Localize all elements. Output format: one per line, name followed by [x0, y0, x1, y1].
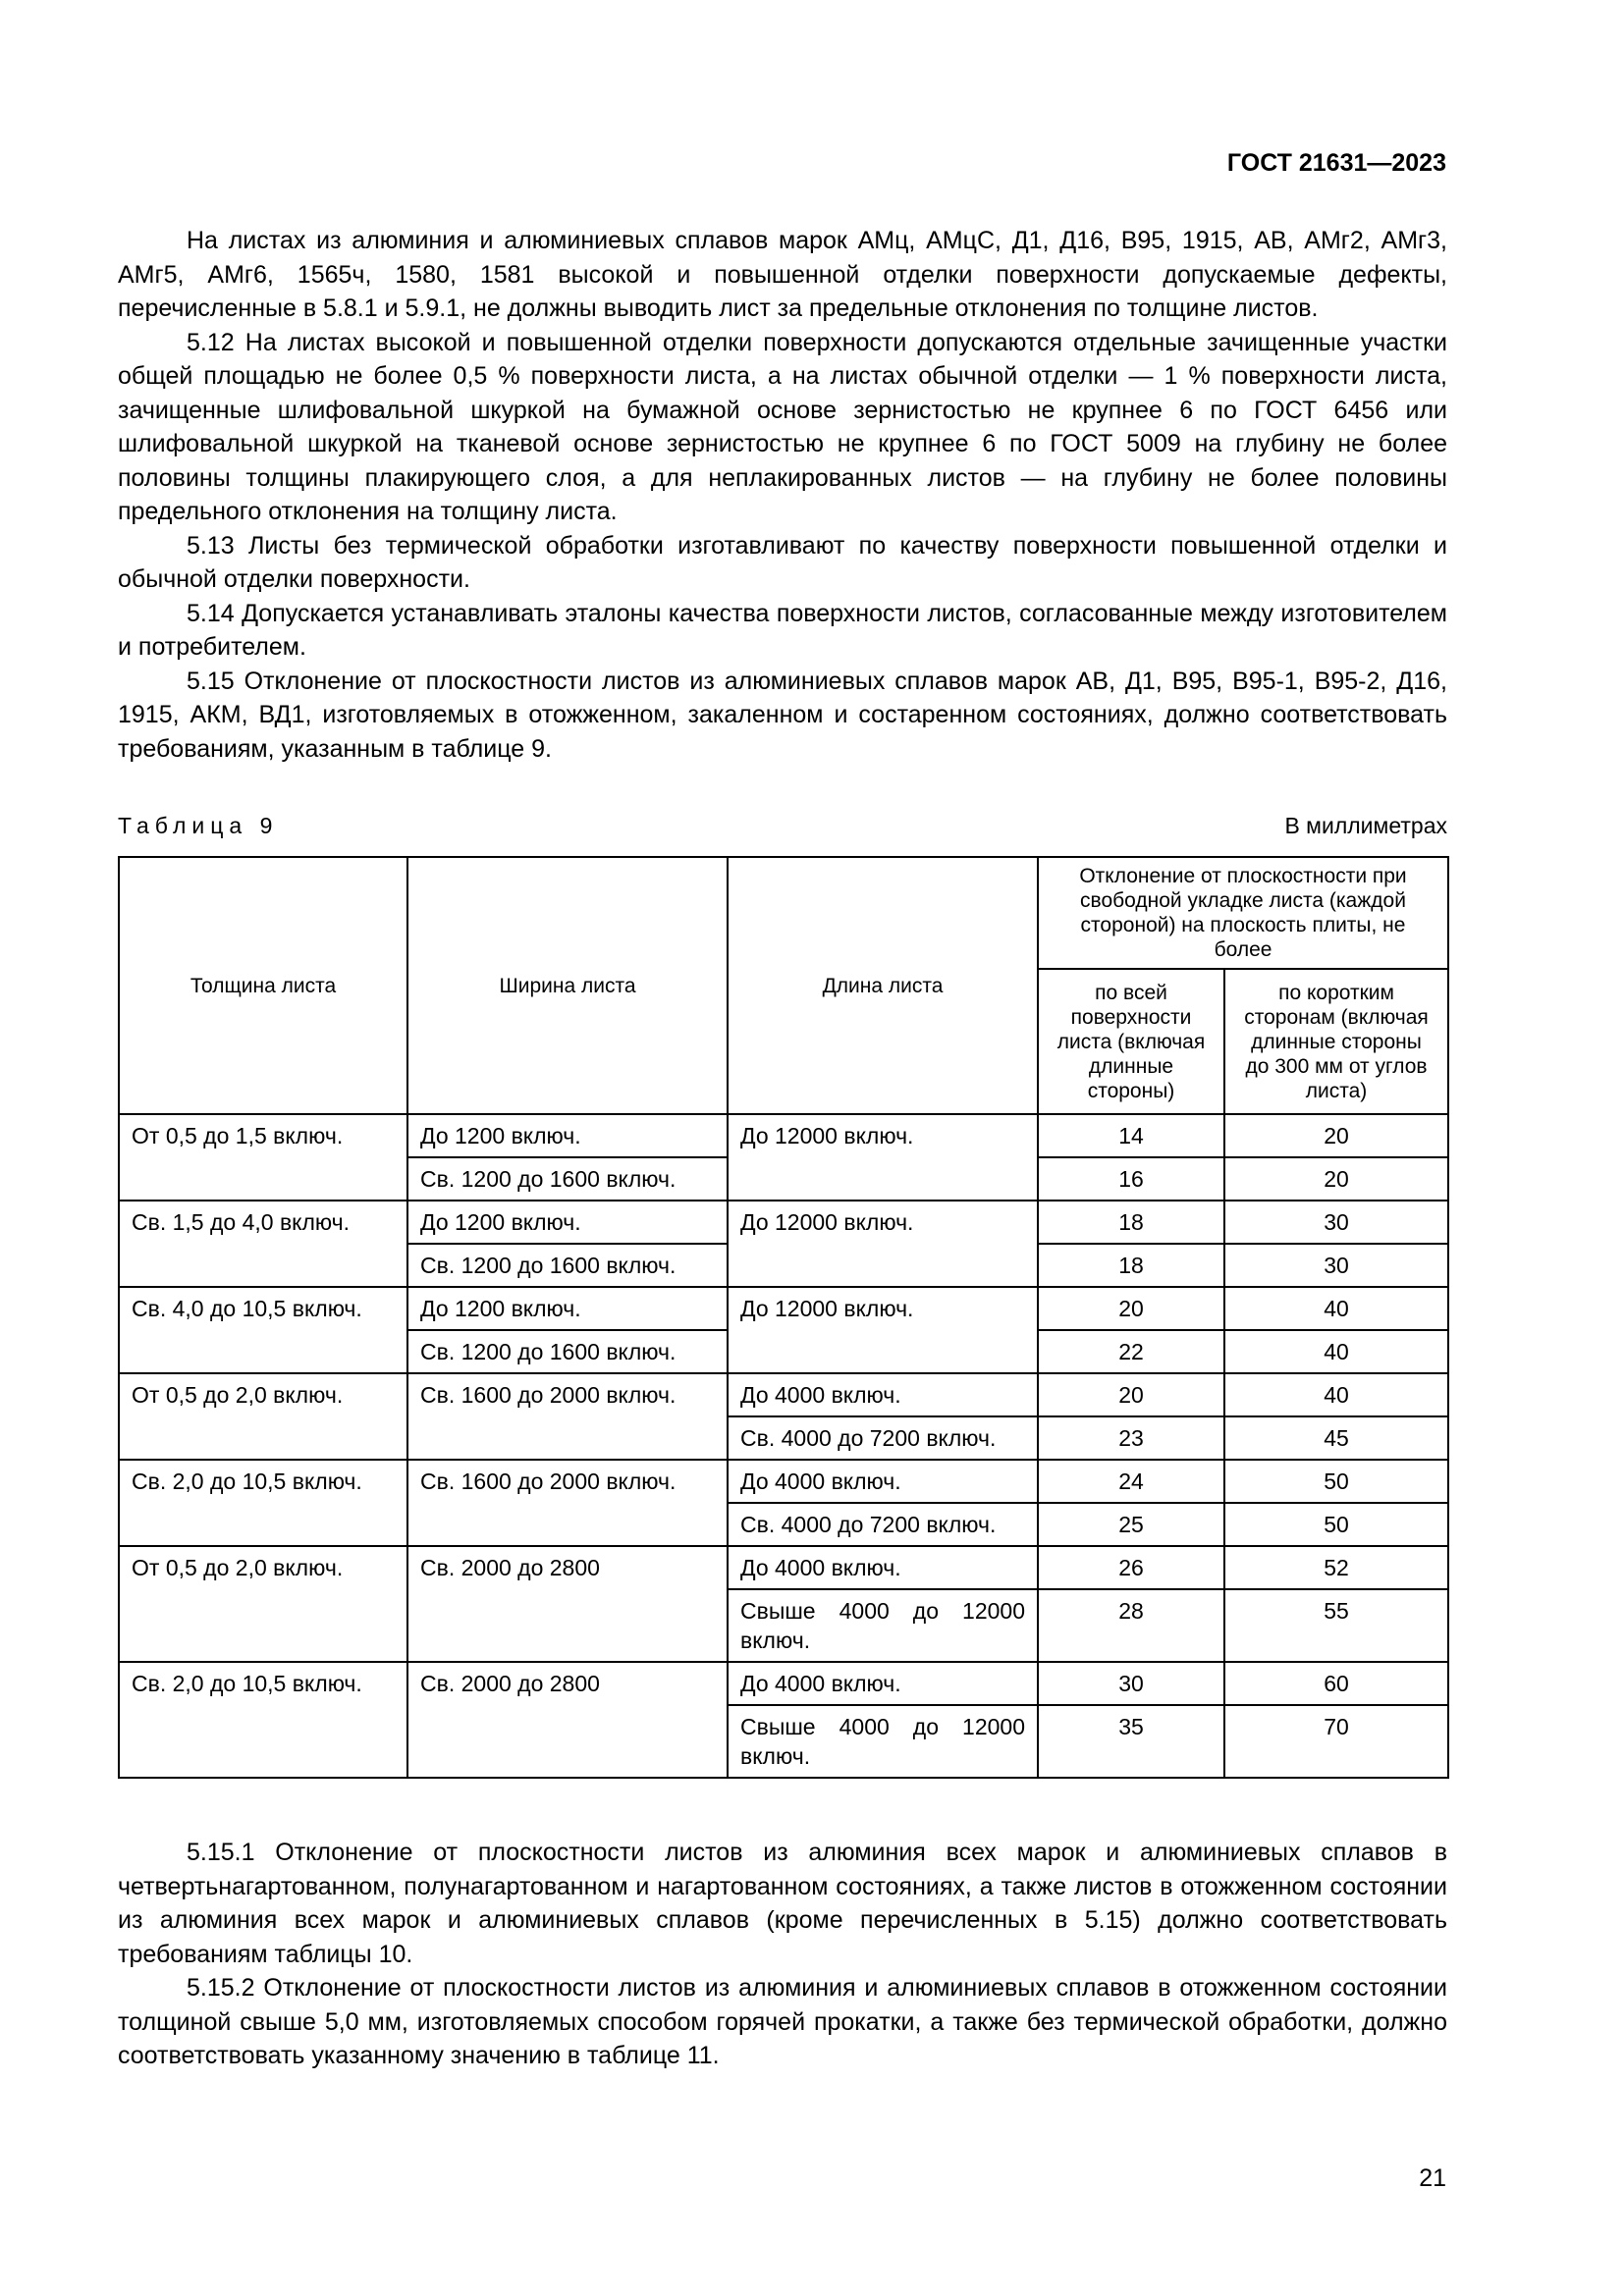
header-whole-surface: по всей поверхности листа (включая длинные стороны)	[1038, 969, 1224, 1114]
paragraph-5-15: 5.15 Отклонение от плоскостности листов из алюминиевых сплавов марок АВ, Д1, В95, В95-1, В95-2, Д16, 1915, АКМ, ВД1, изготовляемых в отожженном, закаленном и состаренном состояниях, должно соответствовать требованиям, указанным в таблице 9.	[118, 667, 1447, 763]
cell-length: Св. 4000 до 7200 включ.	[728, 1503, 1038, 1546]
cell-short: 50	[1224, 1503, 1448, 1546]
body-text-after	[118, 1836, 1447, 2073]
table-row	[119, 1201, 1448, 1244]
table-row	[119, 1662, 1448, 1705]
cell-thickness: От 0,5 до 2,0 включ.	[119, 1373, 407, 1460]
header-deviation: Отклонение от плоскостности при свободной укладке листа (каждой стороной) на плоскость плиты, не более	[1038, 857, 1448, 969]
cell-thickness: Св. 1,5 до 4,0 включ.	[119, 1201, 407, 1287]
table-caption-row	[118, 813, 1447, 842]
cell-short: 40	[1224, 1373, 1448, 1416]
cell-length: До 12000 включ.	[728, 1114, 1038, 1201]
paragraph-5-15-1: 5.15.1 Отклонение от плоскостности листов из алюминия всех марок и алюминиевых сплавов в четвертьнагартованном, полунагартованном и нагартованном состояниях, а также листов в отожженном состоянии из алюминия всех марок и алюминиевых сплавов (кроме перечисленных в 5.15) должно соответствовать требованиям таблицы 10.	[118, 1839, 1447, 1968]
paragraph-5-15-2: 5.15.2 Отклонение от плоскостности листов из алюминия и алюминиевых сплавов в отожженном состоянии толщиной свыше 5,0 мм, изготовляемых способом горячей прокатки, а также без термической обработки, должно соответствовать указанному значению в таблице 11.	[118, 1974, 1447, 2069]
cell-short: 50	[1224, 1460, 1448, 1503]
cell-thickness: Св. 2,0 до 10,5 включ.	[119, 1460, 407, 1546]
body-text-before	[118, 224, 1447, 766]
cell-thickness: Св. 2,0 до 10,5 включ.	[119, 1662, 407, 1778]
cell-short: 70	[1224, 1705, 1448, 1778]
cell-width: Св. 1200 до 1600 включ.	[407, 1157, 728, 1201]
cell-short: 60	[1224, 1662, 1448, 1705]
cell-whole: 18	[1038, 1244, 1224, 1287]
cell-short: 45	[1224, 1416, 1448, 1460]
header-short-sides: по коротким сторонам (включая длинные стороны до 300 мм от углов листа)	[1224, 969, 1448, 1114]
cell-thickness: От 0,5 до 2,0 включ.	[119, 1546, 407, 1662]
cell-whole: 14	[1038, 1114, 1224, 1157]
cell-short: 40	[1224, 1287, 1448, 1330]
cell-length: До 12000 включ.	[728, 1201, 1038, 1287]
table-header-row	[119, 857, 1448, 969]
cell-width: До 1200 включ.	[407, 1114, 728, 1157]
cell-length: До 12000 включ.	[728, 1287, 1038, 1373]
table-row	[119, 1460, 1448, 1503]
cell-whole: 22	[1038, 1330, 1224, 1373]
cell-short: 30	[1224, 1201, 1448, 1244]
cell-whole: 30	[1038, 1662, 1224, 1705]
cell-whole: 28	[1038, 1589, 1224, 1662]
cell-width: Св. 1600 до 2000 включ.	[407, 1460, 728, 1546]
document-header: ГОСТ 21631—2023	[1226, 149, 1446, 177]
table-row	[119, 1114, 1448, 1157]
cell-width: Св. 1600 до 2000 включ.	[407, 1373, 728, 1460]
cell-length: До 4000 включ.	[728, 1460, 1038, 1503]
cell-length: Св. 4000 до 7200 включ.	[728, 1416, 1038, 1460]
cell-length: До 4000 включ.	[728, 1546, 1038, 1589]
cell-whole: 18	[1038, 1201, 1224, 1244]
cell-length: До 4000 включ.	[728, 1662, 1038, 1705]
cell-short: 30	[1224, 1244, 1448, 1287]
table-9	[118, 856, 1449, 1779]
page-number: 21	[1419, 2164, 1446, 2192]
header-thickness: Толщина листа	[119, 857, 407, 1114]
paragraph-5-14: 5.14 Допускается устанавливать эталоны качества поверхности листов, согласованные между изготовителем и потребителем.	[118, 599, 1447, 661]
table-units: В миллиметрах	[1284, 813, 1447, 838]
cell-whole: 24	[1038, 1460, 1224, 1503]
cell-short: 40	[1224, 1330, 1448, 1373]
cell-width: Св. 2000 до 2800	[407, 1662, 728, 1778]
table-row	[119, 1287, 1448, 1330]
cell-width: Св. 1200 до 1600 включ.	[407, 1330, 728, 1373]
cell-whole: 16	[1038, 1157, 1224, 1201]
cell-length: До 4000 включ.	[728, 1373, 1038, 1416]
cell-thickness: Св. 4,0 до 10,5 включ.	[119, 1287, 407, 1373]
cell-thickness: От 0,5 до 1,5 включ.	[119, 1114, 407, 1201]
table-row	[119, 1546, 1448, 1589]
paragraph-5-12: 5.12 На листах высокой и повышенной отделки поверхности допускаются отдельные зачищенные участки общей площадью не более 0,5 % поверхности листа, а на листах обычной отделки — 1 % поверхности листа, зачищенные шлифовальной шкуркой на бумажной основе зернистостью не крупнее 6 по ГОСТ 6456 или шлифовальной шкуркой на тканевой основе зернистостью не крупнее 6 по ГОСТ 5009 на глубину не более половины толщины плакирующего слоя, а для неплакированных листов — на глубину не более половины предельного отклонения на толщину листа.	[118, 328, 1447, 525]
cell-width: Св. 1200 до 1600 включ.	[407, 1244, 728, 1287]
cell-whole: 25	[1038, 1503, 1224, 1546]
cell-whole: 35	[1038, 1705, 1224, 1778]
cell-whole: 23	[1038, 1416, 1224, 1460]
paragraph-5-13: 5.13 Листы без термической обработки изготавливают по качеству поверхности повышенной отделки и обычной отделки поверхности.	[118, 531, 1447, 593]
cell-whole: 26	[1038, 1546, 1224, 1589]
paragraph: На листах из алюминия и алюминиевых сплавов марок АМц, АМцС, Д1, Д16, В95, 1915, АВ, АМг2, АМг3, АМг5, АМг6, 1565ч, 1580, 1581 высокой и повышенной отделки поверхности допускаемые дефекты, перечисленные в 5.8.1 и 5.9.1, не должны выводить лист за предельные отклонения по толщине листов.	[118, 227, 1447, 322]
table-row	[119, 1373, 1448, 1416]
cell-short: 55	[1224, 1589, 1448, 1662]
cell-width: Св. 2000 до 2800	[407, 1546, 728, 1662]
table-caption: Таблица 9	[118, 813, 279, 838]
cell-width: До 1200 включ.	[407, 1201, 728, 1244]
cell-whole: 20	[1038, 1287, 1224, 1330]
cell-length: Свыше 4000 до 12000 включ.	[728, 1705, 1038, 1778]
cell-short: 20	[1224, 1114, 1448, 1157]
cell-length: Свыше 4000 до 12000 включ.	[728, 1589, 1038, 1662]
cell-whole: 20	[1038, 1373, 1224, 1416]
header-length: Длина листа	[728, 857, 1038, 1114]
cell-width: До 1200 включ.	[407, 1287, 728, 1330]
cell-short: 20	[1224, 1157, 1448, 1201]
header-width: Ширина листа	[407, 857, 728, 1114]
cell-short: 52	[1224, 1546, 1448, 1589]
